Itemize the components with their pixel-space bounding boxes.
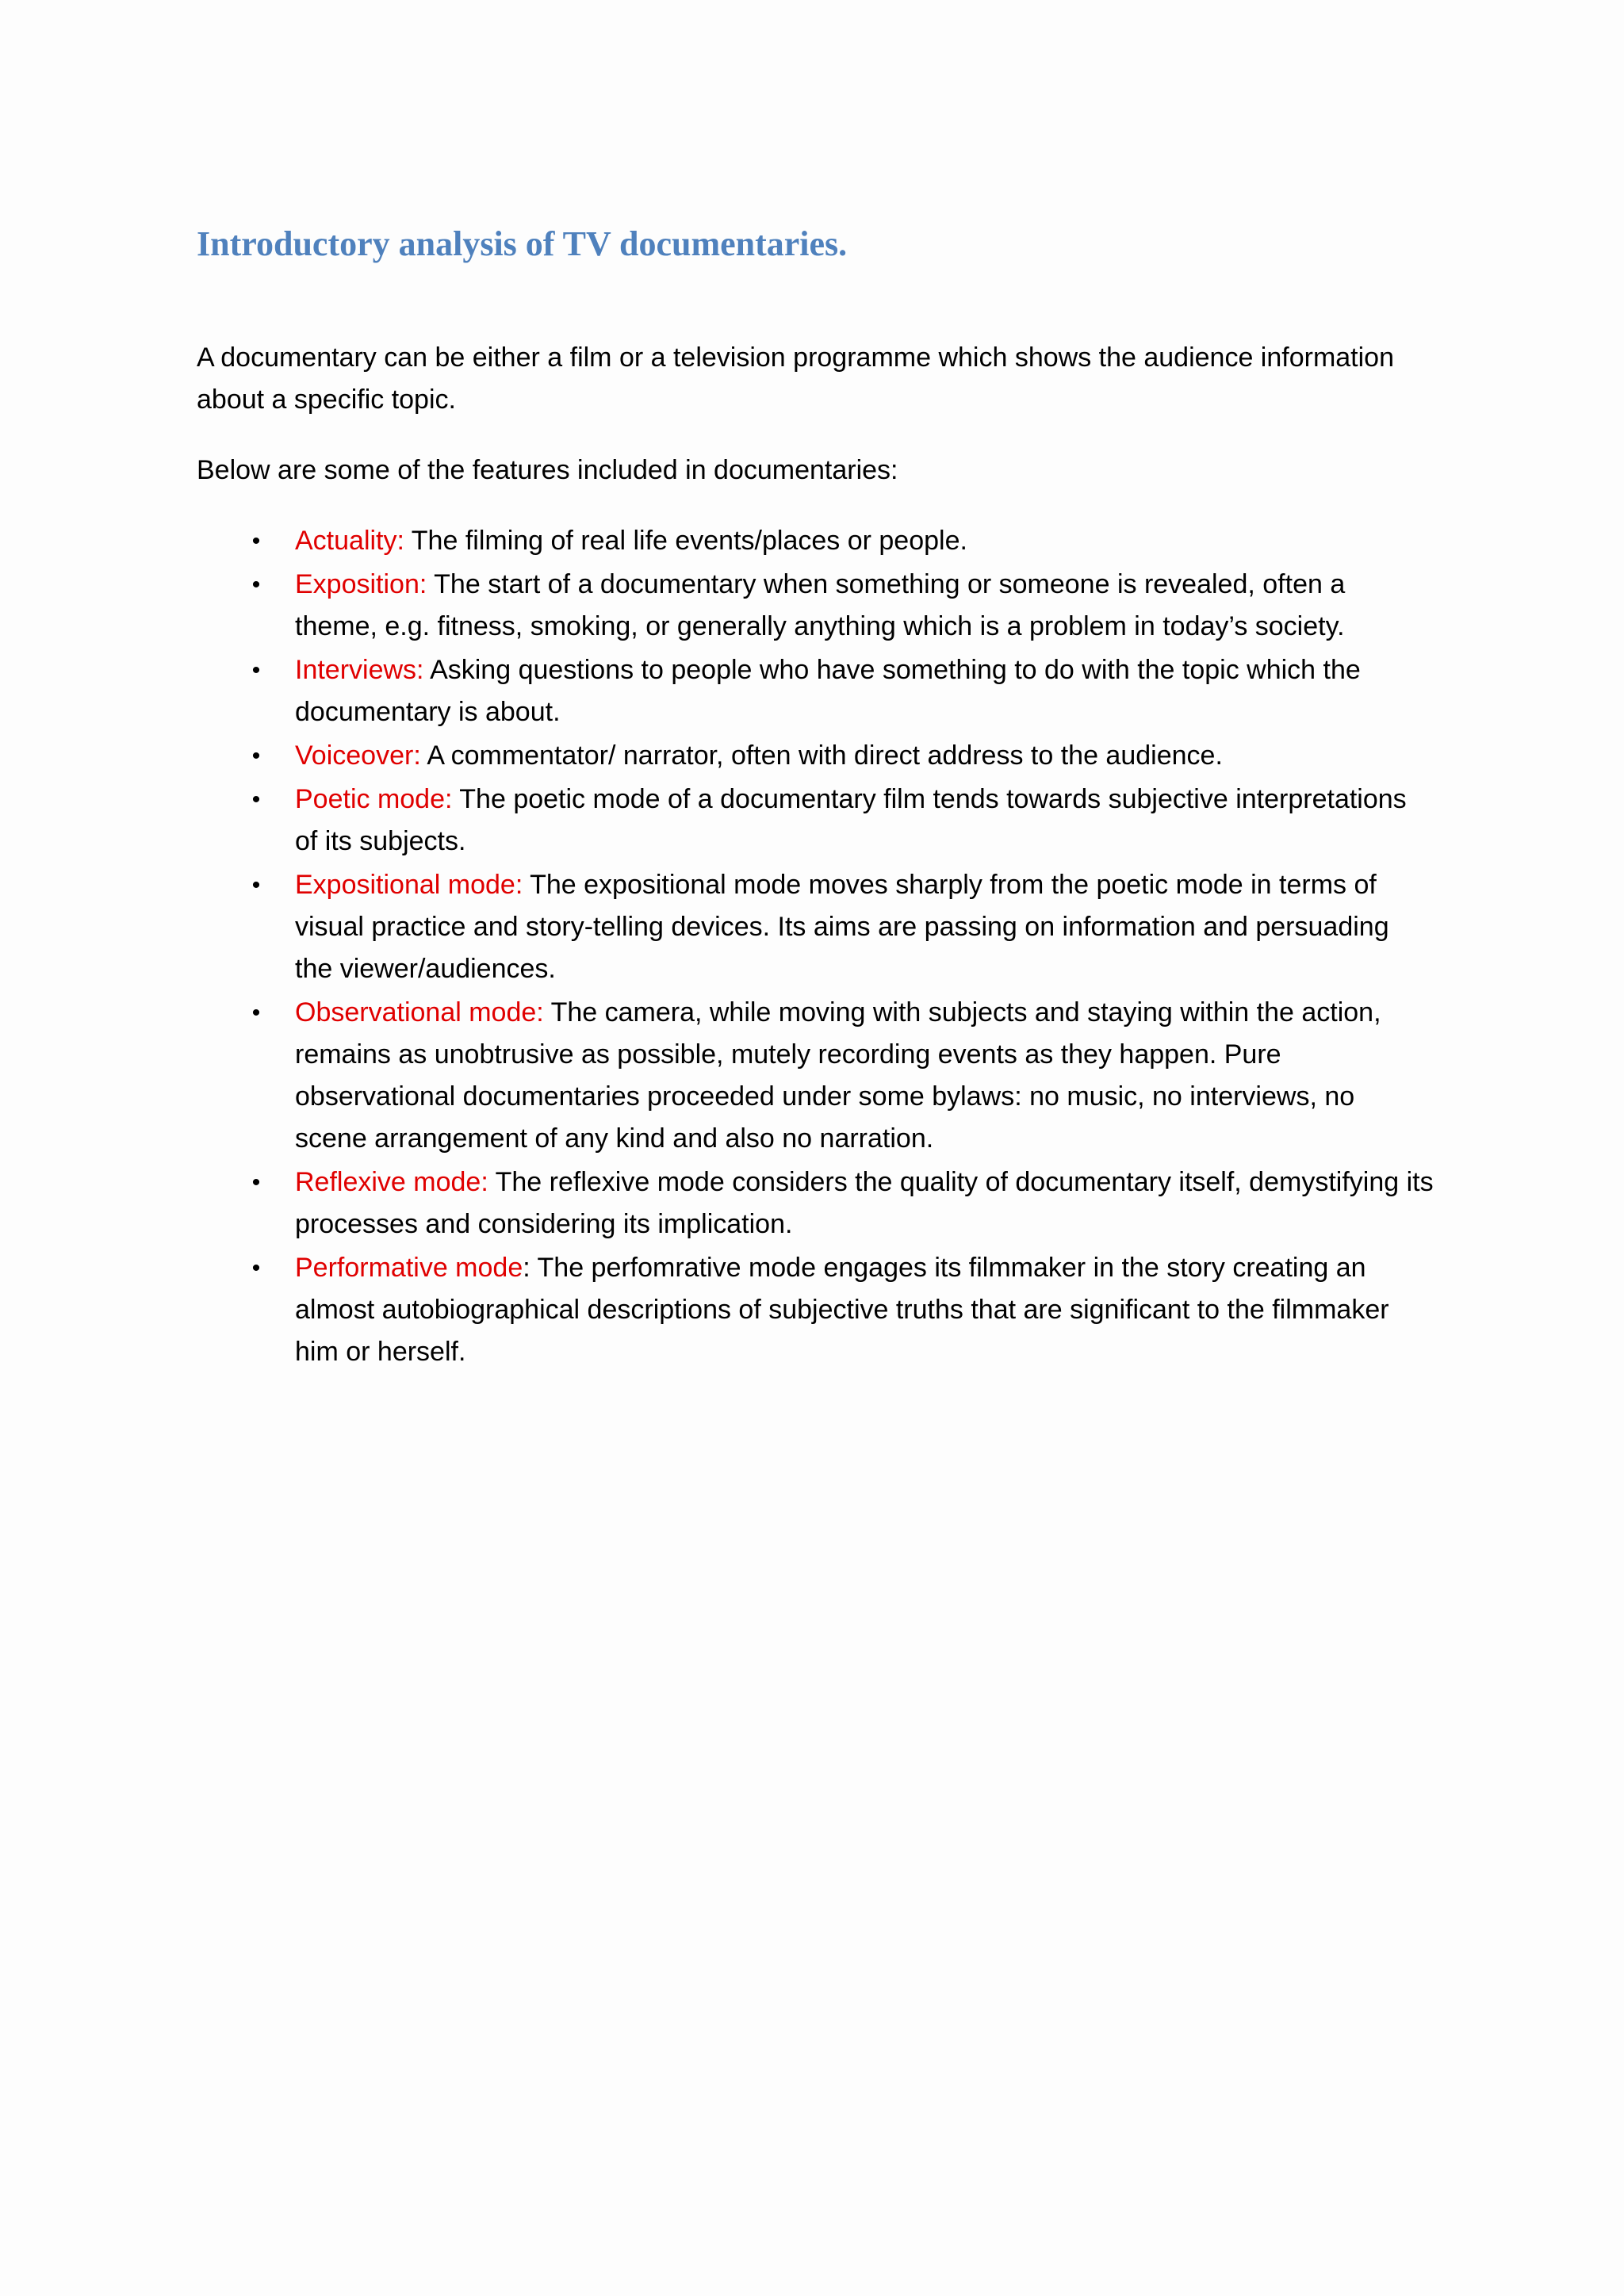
document-title: Introductory analysis of TV documentaries. (197, 224, 848, 263)
feature-term: Reflexive mode: (295, 1167, 488, 1197)
feature-term: Actuality: (295, 526, 404, 556)
bullet-icon: • (251, 1255, 261, 1281)
feature-term: Performative mode (295, 1253, 523, 1283)
list-item (197, 564, 1434, 648)
feature-description: The camera, while moving with subjects and staying within the action, remains as unobtrusive as possible, mutely recording events as they happen. Pure observational documentaries proceeded under some bylaws: no music, no interviews, no scene arrangement of any kind and also no narration. (295, 997, 1381, 1154)
list-item (197, 992, 1434, 1160)
feature-description: The start of a documentary when something or someone is revealed, often a theme, e.g. fitness, smoking, or generally anything which is a problem in today’s society. (295, 569, 1346, 641)
feature-list (197, 520, 1434, 1375)
list-item (197, 864, 1434, 990)
bullet-icon: • (251, 743, 261, 769)
feature-term: Observational mode: (295, 997, 544, 1027)
feature-term: Interviews: (295, 655, 424, 685)
feature-term: Voiceover: (295, 740, 421, 771)
bullet-icon: • (251, 1000, 261, 1026)
bullet-icon: • (251, 528, 261, 554)
bullet-icon: • (251, 657, 261, 683)
feature-description: The filming of real life events/places or people. (404, 526, 967, 556)
list-item (197, 1247, 1434, 1373)
feature-description: A commentator/ narrator, often with direct address to the audience. (420, 740, 1223, 771)
intro-paragraph: A documentary can be either a film or a television programme which shows the audience information about a specific topic. (197, 342, 1394, 415)
feature-description: Asking questions to people who have something to do with the topic which the documentary is about. (295, 655, 1361, 727)
feature-term: Poetic mode: (295, 784, 453, 814)
feature-description: The expositional mode moves sharply from the poetic mode in terms of visual practice and story-telling devices. Its aims are passing on information and persuading the viewer/audiences. (295, 870, 1389, 984)
bullet-icon: • (251, 872, 261, 898)
feature-term: Exposition: (295, 569, 427, 599)
list-item (197, 1161, 1434, 1246)
list-item (197, 520, 1434, 562)
list-item (197, 735, 1434, 777)
list-item (197, 779, 1434, 863)
feature-description: The poetic mode of a documentary film tends towards subjective interpretations of its subjects. (295, 784, 1407, 856)
feature-term: Expositional mode: (295, 870, 523, 900)
list-item (197, 649, 1434, 733)
bullet-icon: • (251, 572, 261, 598)
bullet-icon: • (251, 1169, 261, 1196)
bullet-icon: • (251, 786, 261, 813)
feature-description: The reflexive mode considers the quality of documentary itself, demystifying its processes and considering its implication. (295, 1167, 1434, 1239)
feature-description: : The perfomrative mode engages its filmmaker in the story creating an almost autobiographical descriptions of subjective truths that are significant to the filmmaker him or herself. (295, 1253, 1389, 1367)
features-lead-paragraph: Below are some of the features included in documentaries: (197, 455, 898, 485)
